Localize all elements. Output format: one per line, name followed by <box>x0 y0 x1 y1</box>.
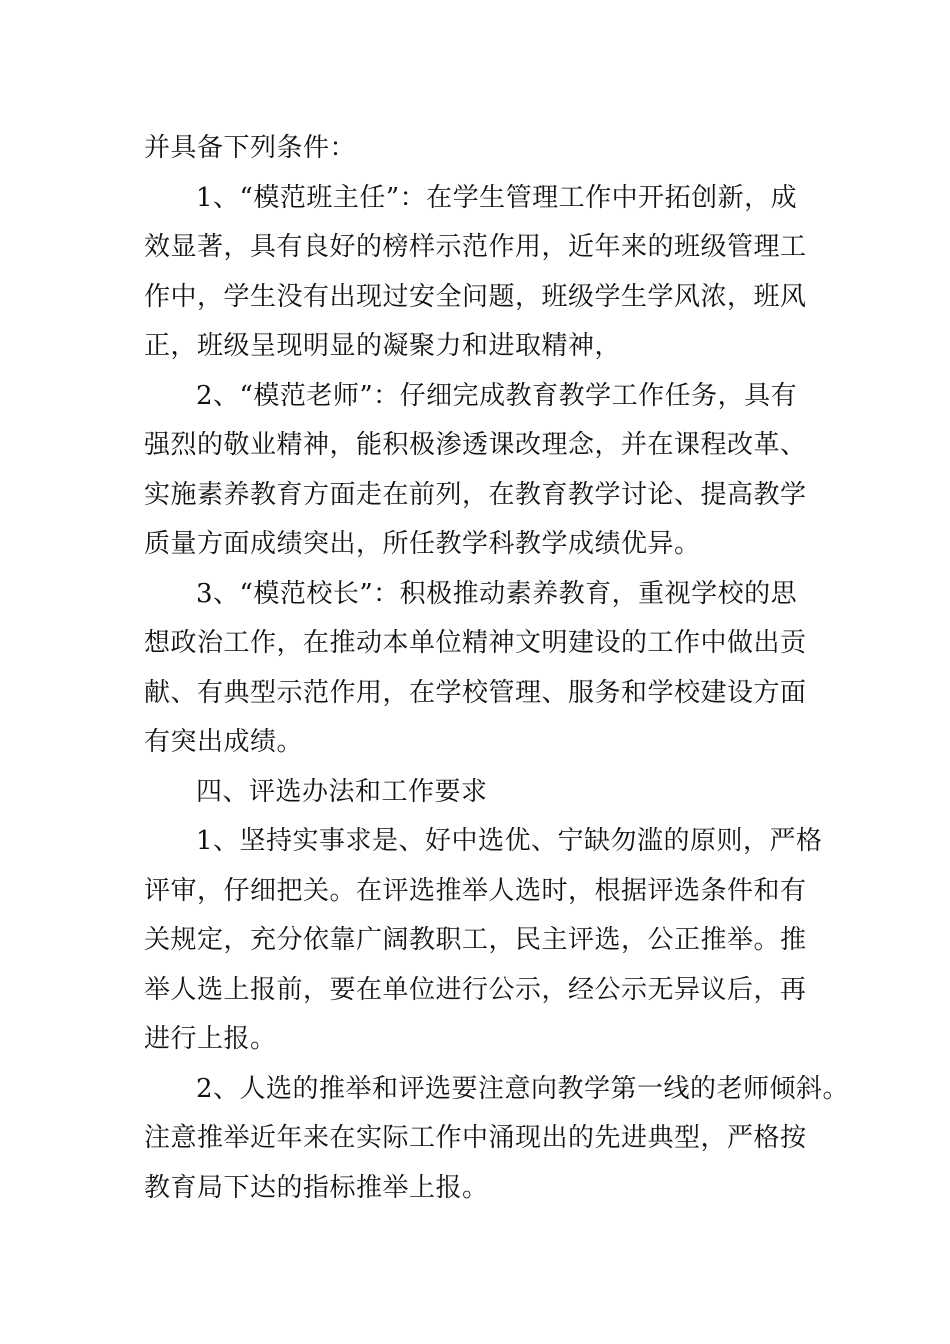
text-line: 强烈的敬业精神，能积极渗透课改理念，并在课程改革、 <box>144 430 807 460</box>
text-line: 实施素养教育方面走在前列，在教育教学讨论、提高教学 <box>144 479 807 510</box>
text-line: 进行上报。 <box>144 1024 277 1054</box>
text-line: 质量方面成绩突出，所任教学科教学成绩优异。 <box>144 529 701 559</box>
document-body <box>144 124 850 1213</box>
text-line: 献、有典型示范作用，在学校管理、服务和学校建设方面 <box>144 677 807 708</box>
paragraph-model-head-teacher <box>144 174 808 372</box>
paragraph-model-teacher <box>144 372 808 570</box>
text-line: 正，班级呈现明显的凝聚力和进取精神， <box>144 331 622 361</box>
text-line: 有突出成绩。 <box>144 727 304 757</box>
text-line: 教育局下达的指标推举上报。 <box>144 1172 489 1203</box>
text-line: 3、“模范校长”：积极推动素养教育，重视学校的思 <box>196 578 798 609</box>
text-line: 作中，学生没有出现过安全问题，班级学生学风浓，班风 <box>144 281 807 312</box>
paragraph-selection-principles <box>144 817 823 1065</box>
text-line: 2、人选的推举和评选要注意向教学第一线的老师倾斜。 <box>196 1073 850 1104</box>
text-line: 关规定，充分依靠广阔教职工，民主评选，公正推举。推 <box>144 925 807 955</box>
section-heading: 四、评选办法和工作要求 <box>196 776 488 807</box>
section-heading-selection-methods <box>144 768 808 818</box>
paragraph-conditions-intro <box>144 124 808 174</box>
paragraph-model-principal <box>144 570 808 768</box>
text-line: 举人选上报前，要在单位进行公示，经公示无异议后，再 <box>144 974 807 1005</box>
text-line: 注意推举近年来在实际工作中涌现出的先进典型，严格按 <box>144 1123 807 1153</box>
text-line: 2、“模范老师”：仔细完成教育教学工作任务，具有 <box>196 380 798 411</box>
text-line: 并具备下列条件： <box>144 133 357 163</box>
text-line: 1、坚持实事求是、好中选优、宁缺勿滥的原则，严格 <box>196 826 823 856</box>
paragraph-frontline-teachers <box>144 1065 850 1214</box>
text-line: 想政治工作，在推动本单位精神文明建设的工作中做出贡 <box>144 628 807 658</box>
text-line: 效显著，具有良好的榜样示范作用，近年来的班级管理工 <box>144 232 807 262</box>
text-line: 1、“模范班主任”：在学生管理工作中开拓创新，成 <box>196 182 798 213</box>
text-line: 评审，仔细把关。在评选推举人选时，根据评选条件和有 <box>144 875 807 906</box>
